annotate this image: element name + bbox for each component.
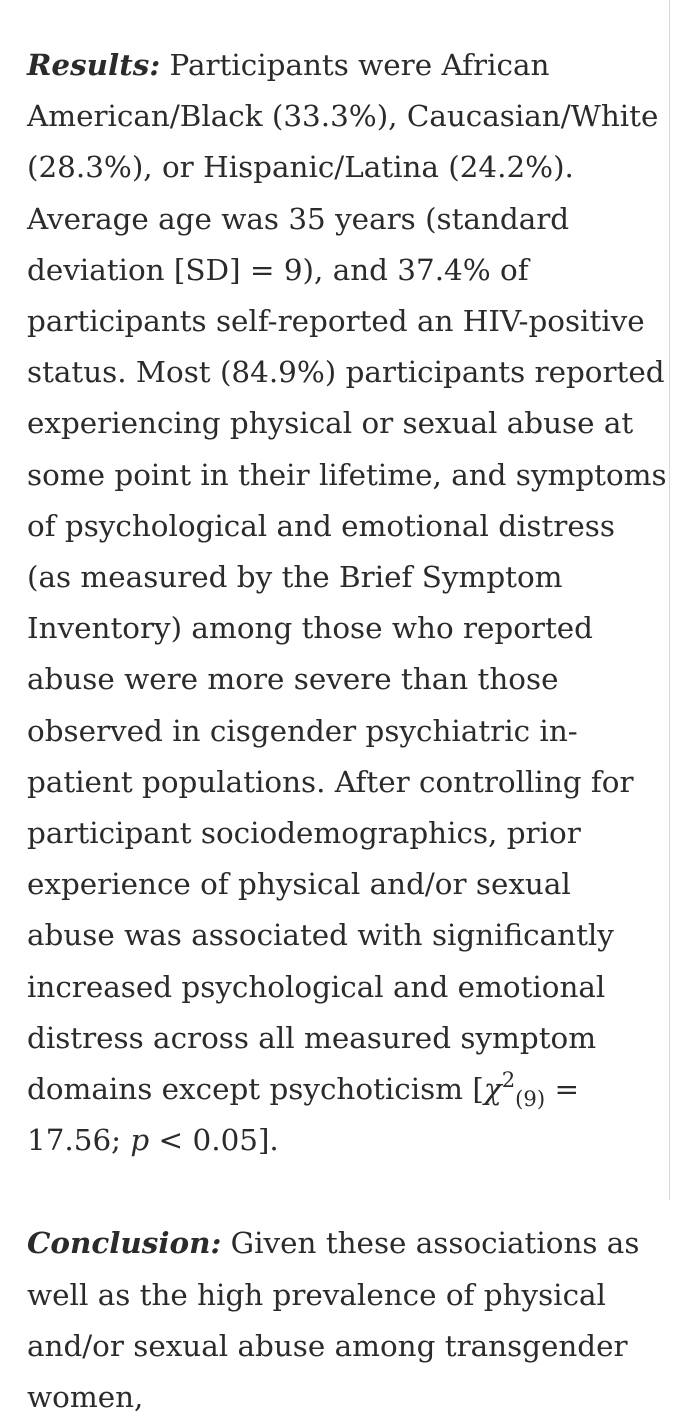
chi-square-value: = 17.56; — [27, 1072, 580, 1158]
abstract-text — [27, 39, 667, 1423]
chi-square-symbol: χ — [483, 1072, 502, 1107]
conclusion-label: Conclusion: — [27, 1225, 222, 1261]
p-value-text: < 0.05]. — [149, 1123, 279, 1158]
results-body-text: Participants were African American/Black (33.3%), Caucasian/White (28.3%), or Hispanic/Latina (24.2%). Average age was 35 years (standard deviation [SD] = 9), and 37.4% of participants self-reported an HIV-positive status. Most (84.9%) participants reported experiencing physical or sexual abuse at some point in their lifetime, and symptoms of psychological and emotional distress (as measured by the Brief Symptom Inventory) among those who reported abuse were more severe than those observed in cisgender psychiatric in-patient populations. After controlling for participant sociodemographics, prior experience of physical and/or sexual abuse was associated with significantly increased psychological and emotional distress across all measured symptom domains except psychoticism [ — [27, 48, 667, 1107]
results-label: Results: — [27, 47, 161, 82]
conclusion-paragraph — [27, 1217, 667, 1423]
p-symbol: p — [130, 1123, 150, 1158]
results-paragraph — [27, 39, 667, 1166]
page-edge — [669, 0, 685, 1200]
conclusion-body-text: Given these associations as well as the high prevalence of physical and/or sexual abuse among transgender women, — [27, 1226, 640, 1415]
chi-square-subscript: (9) — [515, 1086, 546, 1112]
chi-square-superscript: 2 — [501, 1066, 516, 1092]
